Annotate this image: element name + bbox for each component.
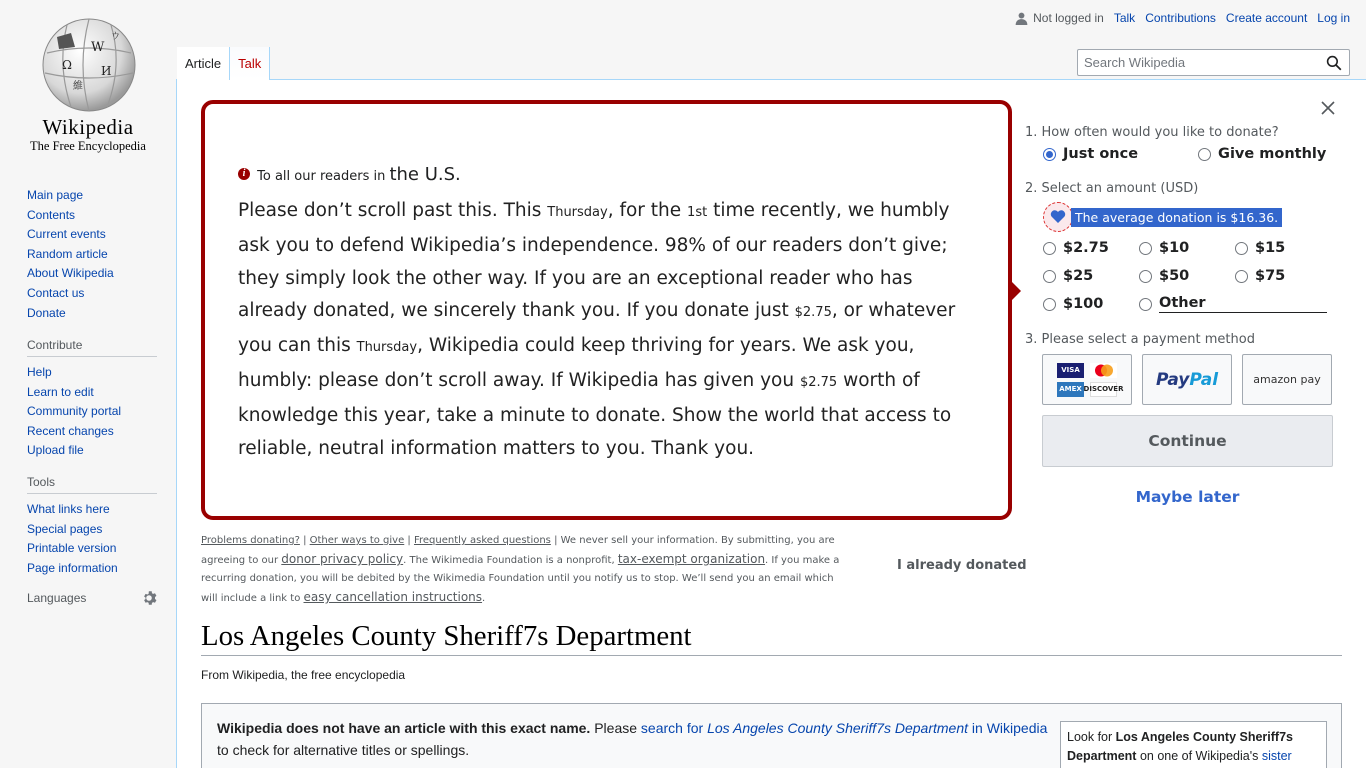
frequency-once-option[interactable]	[1043, 146, 1138, 162]
tab-talk[interactable]: Talk	[230, 47, 270, 80]
banner-text-3: time recently, we humbly ask you to defend Wikipedia’s independence. 98% of our readers don’t give; they simply look the other way. If you are an exceptional reader who has already donated, we sincerely thank you. If you donate just	[238, 200, 950, 322]
banner-pointer	[1011, 281, 1021, 301]
sidebar-item-special-pages[interactable]: Special pages	[27, 521, 103, 536]
banner-heading-country: the U.S.	[389, 164, 461, 185]
amount-question: 2. Select an amount (USD)	[1025, 181, 1199, 196]
banner-text-6: worth of knowledge this year, take a minute to donate. Show the world that access to reliable, neutral information matters to you. Thank you.	[238, 369, 952, 459]
already-donated-button[interactable]: I already donated	[897, 558, 1027, 573]
page-subtitle: From Wikipedia, the free encyclopedia	[201, 668, 406, 682]
amount-option[interactable]	[1043, 266, 1139, 286]
sidebar-item-upload-file[interactable]: Upload file	[27, 443, 84, 458]
frequency-monthly-option[interactable]	[1198, 146, 1326, 162]
notice-please: Please	[590, 720, 641, 736]
card-payment-button[interactable]	[1042, 354, 1132, 405]
cancellation-link[interactable]: easy cancellation instructions	[303, 590, 483, 604]
user-icon	[1015, 12, 1028, 25]
fundraising-banner	[201, 100, 1012, 520]
average-donation-text: The average donation is $16.36.	[1071, 208, 1282, 227]
frequency-monthly-label: Give monthly	[1218, 146, 1327, 162]
banner-legal-text: Problems donating? | Other ways to give | Frequently asked questions | We never sell your information. By submitting, you are agreeing to our donor privacy policy. The Wikimedia Foundation is a nonprofit, tax-exempt organization. If you make a recurring donation, you will be debited by the Wikimedia Foundation until you notify us to stop. We’ll send you an email which will include a link to easy cancellation instructions.	[201, 535, 840, 604]
notice-bold: Wikipedia does not have an article with this exact name.	[217, 720, 591, 736]
continue-button[interactable]: Continue	[1042, 415, 1333, 467]
logo-wordmark: Wikipedia	[42, 115, 134, 139]
look-for-rest: on one of Wikipedia's	[1136, 749, 1262, 763]
heart-icon	[1043, 202, 1073, 232]
sister-link[interactable]: sister	[1261, 749, 1292, 763]
look-for-title: Los Angeles County Sheriff7s Department	[1067, 730, 1293, 763]
gear-icon[interactable]	[141, 590, 157, 606]
sidebar-item-help[interactable]: Help	[27, 365, 52, 379]
paypal-logo: PayPal	[1155, 369, 1219, 390]
notice-rest: to check for alternative titles or spellings.	[217, 742, 470, 758]
amount-option[interactable]	[1235, 266, 1331, 286]
legal-text-1: We never sell your information. By submitting, you are agreeing to our	[201, 535, 835, 566]
talk-link[interactable]: Talk	[1113, 11, 1136, 25]
search-box	[1077, 49, 1350, 76]
amount-radio[interactable]	[1235, 270, 1248, 283]
sidebar-navigation	[27, 186, 157, 323]
amount-option[interactable]	[1139, 266, 1235, 286]
sidebar-heading-contribute: Contribute	[27, 338, 157, 357]
amount-radio[interactable]	[1139, 270, 1152, 283]
sidebar-item-community-portal[interactable]: Community portal	[27, 404, 122, 419]
sidebar-item-page-information[interactable]: Page information	[27, 560, 118, 575]
amount-radio[interactable]	[1043, 298, 1056, 311]
maybe-later-button[interactable]: Maybe later	[1135, 488, 1240, 506]
search-icon[interactable]	[1326, 55, 1342, 71]
amount-option[interactable]	[1043, 294, 1139, 314]
banner-text-5: , Wikipedia could keep thriving for years. We ask you, humbly: please don’t scroll away. If Wikipedia has given you	[238, 335, 915, 391]
search-link-text-2: in Wikipedia	[968, 720, 1048, 736]
close-icon[interactable]	[1320, 100, 1336, 116]
svg-text:ウ: ウ	[111, 32, 121, 42]
no-article-notice	[201, 703, 1342, 768]
wikipedia-logo[interactable]	[0, 0, 176, 160]
create-account-link[interactable]: Create account	[1225, 11, 1308, 25]
faq-link[interactable]: Frequently asked questions	[413, 535, 551, 546]
sister-projects-box	[1060, 721, 1327, 768]
search-link-title: Los Angeles County Sheriff7s Department	[707, 720, 969, 736]
banner-body	[238, 195, 983, 465]
look-for-text: Look for	[1067, 730, 1116, 744]
frequency-question: 1. How often would you like to donate?	[1025, 125, 1279, 140]
amazon-pay-logo: amazon pay	[1253, 373, 1321, 386]
banner-heading	[238, 164, 983, 185]
amount-option[interactable]	[1043, 238, 1139, 258]
banner-amount-2: $2.75	[799, 374, 838, 390]
banner-day-1: Thursday	[547, 205, 608, 220]
amount-label: $10	[1159, 240, 1190, 256]
sidebar-item-random-article[interactable]: Random article	[27, 246, 108, 261]
log-in-link[interactable]: Log in	[1317, 11, 1350, 25]
search-input[interactable]	[1078, 50, 1318, 75]
page-title: Los Angeles County Sheriff7s Department	[201, 620, 1342, 656]
banner-nth: 1st	[687, 205, 708, 220]
average-donation	[1043, 202, 1345, 232]
legal-text-4: .	[482, 593, 486, 604]
payment-question: 3. Please select a payment method	[1025, 332, 1255, 347]
search-link-text-1: search for	[640, 720, 708, 736]
donation-form	[1025, 125, 1345, 506]
banner-day-2: Thursday	[356, 340, 418, 356]
amount-options	[1043, 238, 1345, 314]
svg-text:И: И	[101, 64, 112, 78]
legal-text-3: . If you make a recurring donation, you will be debited by the Wikimedia Foundation until you notify us to stop. We’ll send you an email which will include a link to	[201, 555, 840, 604]
sidebar-item-learn-to-edit[interactable]: Learn to edit	[27, 384, 94, 399]
sidebar-heading-tools: Tools	[27, 475, 157, 494]
banner-heading-prefix: To all our readers in	[257, 169, 386, 184]
payment-methods	[1042, 354, 1345, 405]
radio-once[interactable]	[1043, 148, 1056, 161]
banner-message	[238, 164, 983, 465]
sidebar-tools	[27, 475, 157, 578]
amount-label: $50	[1159, 268, 1190, 284]
sidebar-item-contact[interactable]: Contact us	[27, 285, 85, 300]
problems-donating-link[interactable]: Problems donating?	[201, 535, 300, 546]
amount-option[interactable]	[1139, 238, 1235, 258]
page-tabs	[177, 47, 270, 80]
tax-exempt-link[interactable]: tax-exempt organization	[617, 552, 766, 566]
personal-tools	[1015, 11, 1350, 25]
contributions-link[interactable]: Contributions	[1145, 11, 1216, 25]
svg-text:維: 維	[73, 81, 83, 92]
sidebar-item-main-page[interactable]: Main page	[27, 188, 84, 202]
sidebar-item-about[interactable]: About Wikipedia	[27, 266, 114, 281]
amount-other-input[interactable]: Other	[1159, 295, 1327, 313]
tab-article[interactable]: Article	[177, 47, 230, 80]
sidebar-languages	[27, 590, 157, 616]
amount-label: $75	[1255, 268, 1286, 284]
legal-text-2: . The Wikimedia Foundation is a nonprofit,	[403, 555, 615, 566]
info-icon: i	[238, 168, 250, 180]
sidebar-item-donate[interactable]: Donate	[27, 305, 66, 320]
paypal-button[interactable]	[1142, 354, 1232, 405]
sidebar-item-what-links-here[interactable]: What links here	[27, 502, 110, 516]
sidebar-item-contents[interactable]: Contents	[27, 207, 76, 222]
card-logos-icon: VISA AMEX DISCOVER	[1057, 363, 1117, 397]
logo-tagline: The Free Encyclopedia	[30, 139, 146, 153]
amount-label: $2.75	[1063, 240, 1109, 256]
amount-radio[interactable]	[1043, 270, 1056, 283]
amount-radio[interactable]	[1235, 242, 1248, 255]
puzzle-globe-icon	[37, 15, 141, 113]
sidebar-item-recent-changes[interactable]: Recent changes	[27, 423, 114, 438]
sidebar-item-printable-version[interactable]: Printable version	[27, 541, 117, 556]
amount-label: $15	[1255, 240, 1286, 256]
search-for-link[interactable]	[641, 720, 1047, 736]
banner-text-4: , or whatever you can this	[238, 300, 956, 357]
amount-other-radio[interactable]	[1139, 298, 1152, 311]
banner-amount-1: $2.75	[794, 305, 832, 321]
other-ways-link[interactable]: Other ways to give	[309, 535, 405, 546]
notice-message	[217, 717, 1057, 761]
frequency-once-label: Just once	[1063, 146, 1139, 162]
sidebar-heading-languages: Languages	[27, 591, 87, 605]
amazon-pay-button[interactable]	[1242, 354, 1332, 405]
amount-other-option[interactable]	[1139, 294, 1331, 314]
amount-label: $25	[1063, 268, 1094, 284]
banner-text-1: Please don’t scroll past this. This	[238, 200, 548, 221]
privacy-policy-link[interactable]: donor privacy policy	[281, 552, 404, 566]
amount-radio[interactable]	[1043, 242, 1056, 255]
sidebar-item-current-events[interactable]: Current events	[27, 227, 106, 242]
sidebar-contribute	[27, 338, 157, 461]
amount-option[interactable]	[1235, 238, 1331, 258]
radio-monthly[interactable]	[1198, 148, 1211, 161]
amount-label: $100	[1063, 296, 1104, 312]
amount-radio[interactable]	[1139, 242, 1152, 255]
svg-text:W: W	[91, 40, 105, 55]
frequency-options	[1043, 146, 1345, 162]
svg-text:Ω: Ω	[62, 58, 72, 72]
banner-text-2: , for the	[607, 200, 688, 221]
not-logged-in-label: Not logged in	[1033, 11, 1104, 25]
